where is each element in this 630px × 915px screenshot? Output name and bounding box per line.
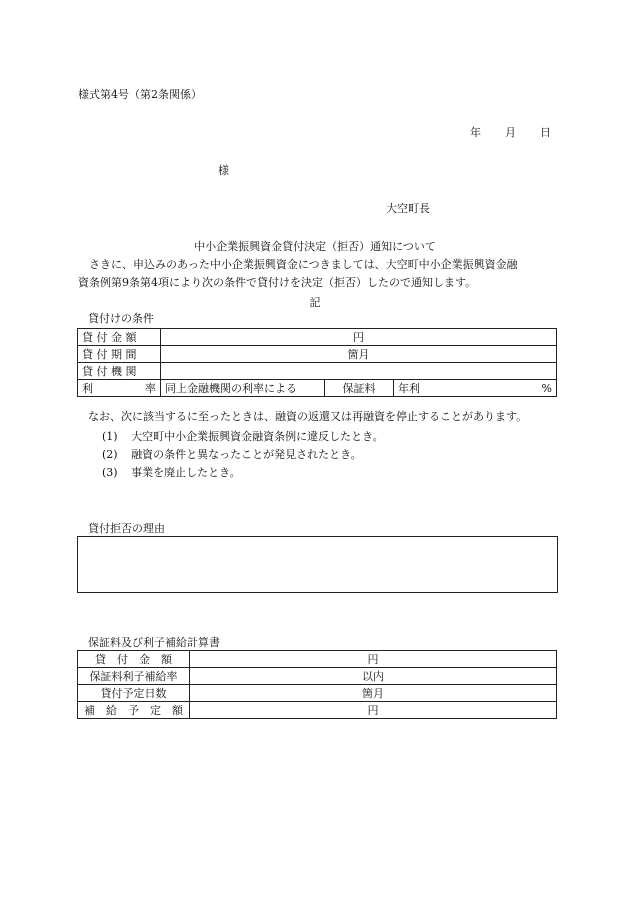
rate-label-right: 率 bbox=[145, 382, 156, 395]
notice-item-2 bbox=[102, 446, 362, 462]
date-day: 日 bbox=[540, 126, 551, 139]
calc-label: 補 給 予 定 額 bbox=[78, 702, 190, 719]
calc-label: 保証料利子補給率 bbox=[78, 668, 190, 685]
table-row bbox=[78, 363, 557, 380]
calc-label: 貸付予定日数 bbox=[78, 685, 190, 702]
rate-label-left: 利 bbox=[82, 382, 93, 395]
table-row bbox=[78, 685, 557, 702]
table-row bbox=[78, 702, 557, 719]
amount-unit: 円 bbox=[161, 329, 557, 346]
period-label: 貸 付 期 間 bbox=[78, 346, 161, 363]
date-year: 年 bbox=[470, 126, 481, 139]
table-row bbox=[78, 329, 557, 346]
institution-value bbox=[161, 363, 557, 380]
table-row bbox=[78, 668, 557, 685]
calc-unit: 以内 bbox=[190, 668, 557, 685]
notice-item-text: 大空町中小企業振興資金融資条例に違反したとき。 bbox=[131, 430, 384, 443]
notice-item-text: 事業を廃止したとき。 bbox=[131, 466, 241, 479]
guarantee-label: 保証料 bbox=[325, 380, 394, 397]
date-month: 月 bbox=[505, 126, 516, 139]
table-row bbox=[78, 380, 557, 397]
notice-item-num: (3) bbox=[102, 466, 118, 479]
loan-conditions-heading: 貸付けの条件 bbox=[88, 312, 154, 325]
period-unit: 箇月 bbox=[161, 346, 557, 363]
refusal-heading: 貸付拒否の理由 bbox=[88, 522, 165, 535]
document-title: 中小企業振興資金貸付決定（拒否）通知について bbox=[194, 240, 436, 253]
calc-unit: 円 bbox=[190, 702, 557, 719]
rate-label bbox=[78, 380, 161, 397]
refusal-reason-box bbox=[77, 536, 558, 593]
body-line-2: 資条例第9条第4項により次の条件で貸付けを決定（拒否）したので通知します。 bbox=[78, 276, 477, 289]
amount-label: 貸 付 金 額 bbox=[78, 329, 161, 346]
body-line-1: さきに、申込みのあった中小企業振興資金につきましては、大空町中小企業振興資金融 bbox=[89, 258, 518, 271]
notice-item-num: (2) bbox=[102, 448, 118, 461]
notice-item-3 bbox=[102, 464, 241, 480]
calc-unit: 円 bbox=[190, 651, 557, 668]
notice-item-1 bbox=[102, 428, 384, 444]
annual-rate-label: 年利 bbox=[394, 380, 529, 397]
form-number: 様式第4号（第2条関係） bbox=[78, 88, 202, 101]
institution-label: 貸 付 機 関 bbox=[78, 363, 161, 380]
notice-item-num: (1) bbox=[102, 430, 118, 443]
calc-label: 貸 付 金 額 bbox=[78, 651, 190, 668]
calc-unit: 箇月 bbox=[190, 685, 557, 702]
notice-item-text: 融資の条件と異なったことが発見されたとき。 bbox=[131, 448, 362, 461]
table-row bbox=[78, 346, 557, 363]
addressee-suffix: 様 bbox=[218, 164, 229, 177]
loan-conditions-table bbox=[77, 328, 557, 397]
rate-value: 同上金融機関の利率による bbox=[161, 380, 325, 397]
calc-table bbox=[77, 650, 557, 719]
calc-heading: 保証料及び利子補給計算書 bbox=[88, 636, 220, 649]
percent-sign: % bbox=[528, 380, 557, 397]
ki-marker: 記 bbox=[309, 296, 321, 309]
sender: 大空町長 bbox=[386, 202, 430, 215]
table-row bbox=[78, 651, 557, 668]
notice-intro: なお、次に該当するに至ったときは、融資の返還又は再融資を停止することがあります。 bbox=[88, 410, 528, 423]
